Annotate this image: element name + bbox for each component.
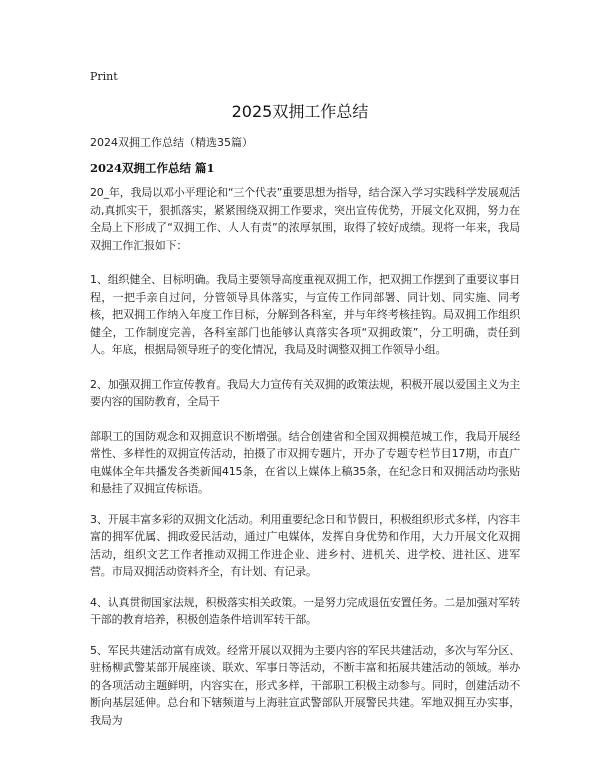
paragraph-joint-building: 5、军民共建活动富有成效。经常开展以双拥为主要内容的军民共建活动，多次与军分区、驻杨柳武警某部开展座谈、联欢、军事日等活动，不断丰富和拓展共建活动的领域。举办的各项活动主题鲜明，内容实在，形式多样，干部职工积极主动参与。同时，创建活动不断向基层延伸。总台和下辖频道与上海驻宣武警部队开展警民共建。军地双拥互办实事，我局为 bbox=[90, 643, 520, 727]
paragraph-publicity: 2、加强双拥工作宣传教育。我局大力宣传有关双拥的政策法规，积极开展以爱国主义为主要内容的国防教育，全局干 bbox=[90, 377, 520, 408]
document-title: 2025双拥工作总结 bbox=[231, 102, 369, 121]
document-subtitle: 2024双拥工作总结（精选35篇） bbox=[90, 136, 253, 149]
paragraph-policy: 4、认真贯彻国家法规，积极落实相关政策。一是努力完成退伍安置任务。二是加强对军转干部的教育培养，积极创造条件培训军转干部。 bbox=[90, 595, 520, 626]
paragraph-culture: 3、开展丰富多彩的双拥文化活动。利用重要纪念日和节假日，积极组织形式多样，内容丰富的拥军优属、拥政爱民活动，通过广电媒体，发挥自身优势和作用，大力开展文化双拥活动，组织文艺工作者推动双拥工作进企业、进乡村、进机关、进学校、进社区、进军营。市局双拥活动资料齐全，有计划、有记录。 bbox=[90, 512, 520, 578]
print-link[interactable]: Print bbox=[90, 70, 118, 83]
paragraph-publicity-continued: 部职工的国防观念和双拥意识不断增强。结合创建省和全国双拥模范城工作，我局开展经常性、多样性的双拥宣传活动，拍摄了市双拥专题片，开办了专题专栏节目17期，市直广电媒体全年共播发各类新闻415条，在省以上媒体上稿35条，在纪念日和双拥活动均张贴和悬挂了双拥宣传标语。 bbox=[90, 429, 520, 495]
document-body bbox=[90, 184, 520, 742]
paragraph-intro: 20_年，我局以邓小平理论和“三个代表”重要思想为指导，结合深入学习实践科学发展观活动,真抓实干，狠抓落实，紧紧围绕双拥工作要求，突出宣传优势，开展文化双拥，努力在全局上下形成了“双拥工作、人人有责”的浓厚氛围，取得了较好成绩。现将一年来，我局双拥工作汇报如下： bbox=[90, 186, 520, 252]
section-heading: 2024双拥工作总结 篇1 bbox=[90, 161, 215, 175]
paragraph-organization: 1、组织健全、目标明确。我局主要领导高度重视双拥工作，把双拥工作摆到了重要议事日程，一把手亲自过问，分管领导具体落实，与宣传工作同部署、同计划、同实施、同考核，把双拥工作纳入年度工作目标，分解到各科室，并与年终考核挂钩。局双拥工作组织健全，工作制度完善，各科室部门也能够认真落实各项“双拥政策”，分工明确，责任到人。年底，根据局领导班子的变化情况，我局及时调整双拥工作领导小组。 bbox=[90, 273, 520, 356]
